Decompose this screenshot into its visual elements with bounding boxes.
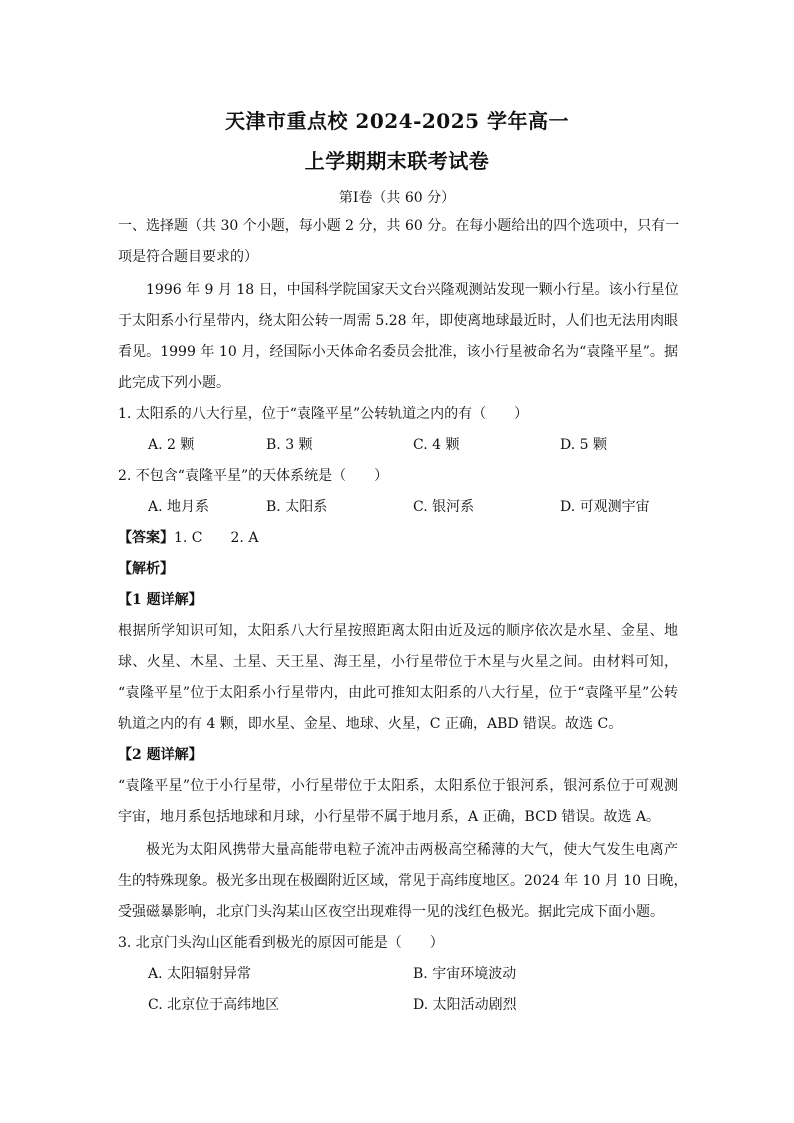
- question-2-option-d: D. 可观测宇宙: [560, 499, 650, 515]
- exam-title-line2: 上学期期末联考试卷: [304, 149, 490, 173]
- question-2-option-a: A. 地月系: [148, 499, 210, 515]
- passage2-line: 生的特殊现象。极光多出现在极圈附近区域，常见于高纬度地区。2024 年 10 月 10 日晚，: [118, 873, 688, 889]
- analysis-q1-line: 轨道之内的有 4 颗，即水星、金星、地球、火星，C 正确，ABD 错误。故选 C。: [118, 716, 623, 732]
- passage1-line: 于太阳系小行星带内，绕太阳公转一周需 5.28 年，即使离地球最近时，人们也无法用肉眼: [118, 313, 678, 329]
- question-2-option-c: C. 银河系: [413, 499, 475, 515]
- question-2-option-b: B. 太阳系: [266, 499, 328, 515]
- passage1-line: 1996 年 9 月 18 日，中国科学院国家天文台兴隆观测站发现一颗小行星。该小行星位: [146, 282, 679, 298]
- passage2-line: 受强磁暴影响，北京门头沟某山区夜空出现难得一见的浅红色极光。据此完成下面小题。: [118, 904, 664, 920]
- answer-label: 【答案】: [118, 530, 174, 546]
- question-3-option-c: C. 北京位于高纬地区: [148, 997, 280, 1013]
- answer-text: 1. C 2. A: [174, 530, 259, 546]
- passage1-line: 此完成下列小题。: [118, 375, 230, 391]
- analysis-q1-label: 【1 题详解】: [118, 592, 203, 608]
- question-1-option-c: C. 4 颗: [413, 437, 460, 453]
- exam-title-line1: 天津市重点校 2024-2025 学年高一: [224, 109, 570, 133]
- part-heading: 第Ⅰ卷（共 60 分）: [338, 190, 456, 206]
- analysis-q2-label: 【2 题详解】: [118, 747, 203, 763]
- question-3-option-d: D. 太阳活动剧烈: [413, 997, 517, 1013]
- analysis-q2-line: “袁隆平星”位于小行星带，小行星带位于太阳系，太阳系位于银河系，银河系位于可观测: [118, 778, 678, 794]
- question-3-option-a: A. 太阳辐射异常: [148, 966, 252, 982]
- section-instruction-line: 一、选择题（共 30 个小题，每小题 2 分，共 60 分。在每小题给出的四个选项中，只有一: [118, 218, 680, 234]
- passage1-line: 看见。1999 年 10 月，经国际小天体命名委员会批准，该小行星被命名为“袁隆平星”。据: [118, 344, 678, 360]
- question-3-stem: 3. 北京门头沟山区能看到极光的原因可能是（ ）: [118, 935, 444, 951]
- answer-line: [118, 527, 678, 549]
- analysis-label: 【解析】: [118, 561, 174, 577]
- question-1-option-d: D. 5 颗: [560, 437, 607, 453]
- analysis-q1-line: 根据所学知识可知，太阳系八大行星按照距离太阳由近及远的顺序依次是水星、金星、地: [118, 623, 678, 639]
- question-2-stem: 2. 不包含“袁隆平星”的天体系统是（ ）: [118, 468, 389, 484]
- question-1-stem: 1. 太阳系的八大行星，位于“袁隆平星”公转轨道之内的有（ ）: [118, 406, 529, 422]
- analysis-q1-line: 球、火星、木星、土星、天王星、海王星，小行星带位于木星与火星之间。由材料可知，: [118, 654, 678, 670]
- question-1-option-b: B. 3 颗: [266, 437, 313, 453]
- question-1-option-a: A. 2 颗: [148, 437, 195, 453]
- analysis-q2-line: 宇宙，地月系包括地球和月球，小行星带不属于地月系，A 正确，BCD 错误。故选 A。: [118, 809, 661, 825]
- passage2-line: 极光为太阳风携带大量高能带电粒子流冲击两极高空稀薄的大气，使大气发生电离产: [146, 842, 678, 858]
- section-instruction-line: 项是符合题目要求的）: [118, 249, 258, 265]
- analysis-q1-line: “袁隆平星”位于太阳系小行星带内，由此可推知太阳系的八大行星，位于“袁隆平星”公转: [118, 685, 678, 701]
- question-3-option-b: B. 宇宙环境波动: [413, 966, 517, 982]
